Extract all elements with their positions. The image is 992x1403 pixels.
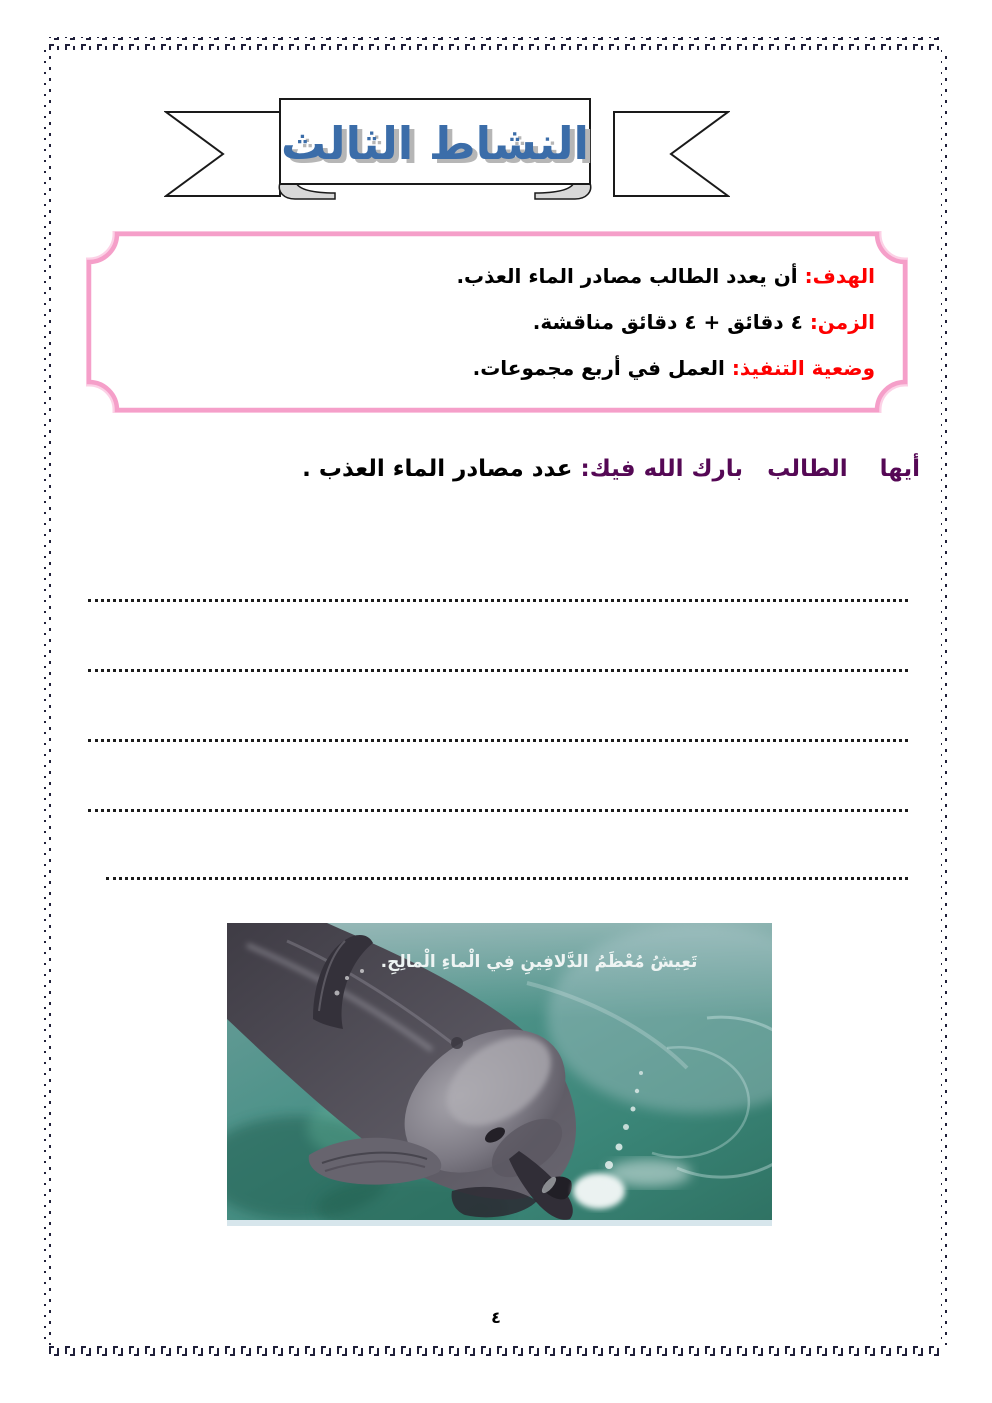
prompt-task: عدد مصادر الماء العذب . bbox=[302, 456, 581, 482]
objective-setup bbox=[235, 345, 875, 391]
objective-goal bbox=[235, 253, 875, 299]
objective-goal-text: أن يعدد الطالب مصادر الماء العذب. bbox=[456, 264, 798, 288]
prompt-salutation: أيها الطالب بارك الله فيك: bbox=[580, 456, 920, 482]
objective-time-label: الزمن: bbox=[809, 310, 875, 334]
objective-setup-label: وضعية التنفيذ: bbox=[731, 356, 875, 380]
objective-time-text: ٤ دقائق + ٤ دقائق مناقشة. bbox=[532, 310, 803, 334]
photo-caption: تَعِيشُ مُعْظَمُ الدَّلافِينِ فِي الْماءِ الْمالِحِ. bbox=[380, 952, 698, 972]
answer-line-5 bbox=[106, 877, 908, 880]
activity-title: النشاط الثالث bbox=[281, 116, 589, 170]
dolphin-photo bbox=[227, 923, 772, 1226]
dolphin-blowhole bbox=[451, 1037, 463, 1049]
objective-time bbox=[235, 299, 875, 345]
border-top bbox=[44, 37, 944, 50]
objectives-box bbox=[235, 253, 875, 391]
answer-line-2 bbox=[88, 669, 908, 672]
border-left bbox=[38, 50, 51, 1345]
page-number: ٤ bbox=[491, 1308, 501, 1327]
answer-line-1 bbox=[88, 599, 908, 602]
objective-setup-text: العمل في أربع مجموعات. bbox=[472, 356, 725, 380]
border-right bbox=[941, 50, 954, 1345]
answer-line-3 bbox=[88, 739, 908, 742]
border-bottom bbox=[44, 1345, 944, 1358]
student-prompt bbox=[302, 456, 920, 482]
answer-line-4 bbox=[88, 809, 908, 812]
objective-goal-label: الهدف: bbox=[804, 264, 875, 288]
